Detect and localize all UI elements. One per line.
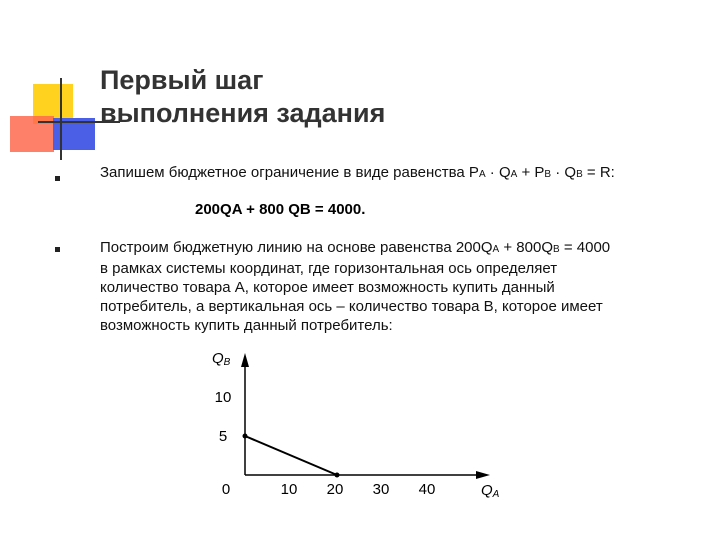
y-tick-label: 10 [214, 389, 232, 406]
x-axis-label: QA [481, 482, 500, 500]
x-tick-label: 20 [326, 481, 344, 498]
y-axis-label: QB [212, 350, 231, 368]
y-tick-label: 5 [218, 428, 228, 445]
budget-line [245, 436, 337, 475]
budget-equation: 200QA + 800 QB = 4000. [195, 201, 366, 218]
slide-title [100, 64, 385, 130]
budget-line-point [335, 473, 340, 478]
slide-title-line2: выполнения задания [100, 98, 386, 128]
bullet-marker-1 [55, 176, 60, 181]
y-axis-arrow [241, 353, 249, 367]
bullet-marker-2 [55, 247, 60, 252]
x-tick-label: 30 [372, 481, 390, 498]
x-tick-label: 0 [221, 481, 231, 498]
budget-line-point [243, 434, 248, 439]
bullet-text-2: Построим бюджетную линию на основе равенства 200QA + 800QB = 4000 в рамках системы координат, где горизонтальная ось определяет количество товара А, которое имеет возможность купить данный потребитель, а вертикальная ось – количество товара В, которое имеет возможность купить данный потребитель: [100, 239, 611, 334]
slide-title-line1: Первый шаг [100, 65, 264, 95]
bullet-text-1: Запишем бюджетное ограничение в виде равенства PA · QA + PB · QB = R: [100, 164, 615, 181]
x-tick-label: 40 [418, 481, 436, 498]
decor-vertical-line [60, 78, 62, 160]
x-axis-arrow [476, 471, 490, 479]
x-tick-label: 10 [280, 481, 298, 498]
